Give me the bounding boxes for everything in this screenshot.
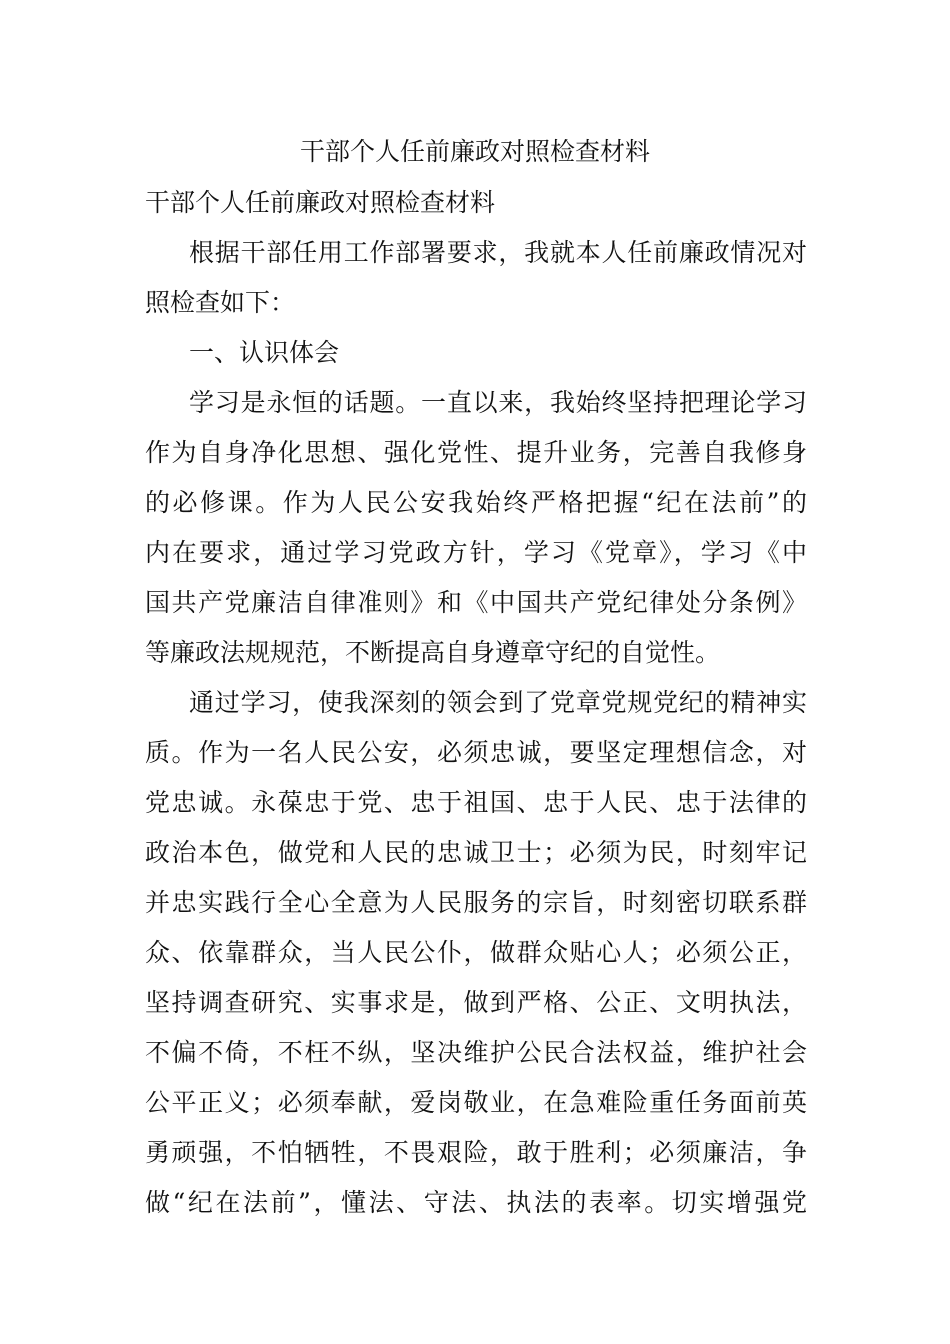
text-line: 质。作为一名人民公安，必须忠诚，要坚定理想信念，对 <box>145 738 807 767</box>
text-line: 作为自身净化思想、强化党性、提升业务，完善自我修身 <box>145 438 807 467</box>
text-line: 根据干部任用工作部署要求，我就本人任前廉政情况对 <box>189 238 807 267</box>
text-line: 学习是永恒的话题。一直以来，我始终坚持把理论学习 <box>189 388 807 417</box>
text-line: 一、认识体会 <box>189 338 340 367</box>
text-line: 等廉政法规规范，不断提高自身遵章守纪的自觉性。 <box>145 638 721 667</box>
text-line: 做“纪在法前”，懂法、守法、执法的表率。切实增强党 <box>145 1188 807 1217</box>
text-line: 通过学习，使我深刻的领会到了党章党规党纪的精神实 <box>189 688 807 717</box>
text-line: 党忠诚。永葆忠于党、忠于祖国、忠于人民、忠于法律的 <box>145 788 807 817</box>
text-line: 政治本色，做党和人民的忠诚卫士；必须为民，时刻牢记 <box>145 838 807 867</box>
text-line: 众、依靠群众，当人民公仆，做群众贴心人；必须公正， <box>145 938 807 967</box>
document-title: 干部个人任前廉政对照检查材料 <box>299 137 650 166</box>
text-line: 公平正义；必须奉献，爱岗敬业，在急难险重任务面前英 <box>145 1088 807 1117</box>
text-line: 勇顽强，不怕牺牲，不畏艰险，敢于胜利；必须廉洁，争 <box>145 1138 807 1167</box>
text-line: 内在要求，通过学习党政方针，学习《党章》，学习《中 <box>145 538 807 567</box>
text-line: 干部个人任前廉政对照检查材料 <box>145 188 496 217</box>
text-line: 国共产党廉洁自律准则》和《中国共产党纪律处分条例》 <box>145 588 807 617</box>
text-line: 并忠实践行全心全意为人民服务的宗旨，时刻密切联系群 <box>145 888 807 917</box>
text-line: 的必修课。作为人民公安我始终严格把握“纪在法前”的 <box>145 488 807 517</box>
text-line: 不偏不倚，不枉不纵，坚决维护公民合法权益，维护社会 <box>145 1038 807 1067</box>
text-line: 照检查如下： <box>145 288 296 317</box>
text-line: 坚持调查研究、实事求是，做到严格、公正、文明执法， <box>145 988 807 1017</box>
document-body <box>145 178 807 1228</box>
